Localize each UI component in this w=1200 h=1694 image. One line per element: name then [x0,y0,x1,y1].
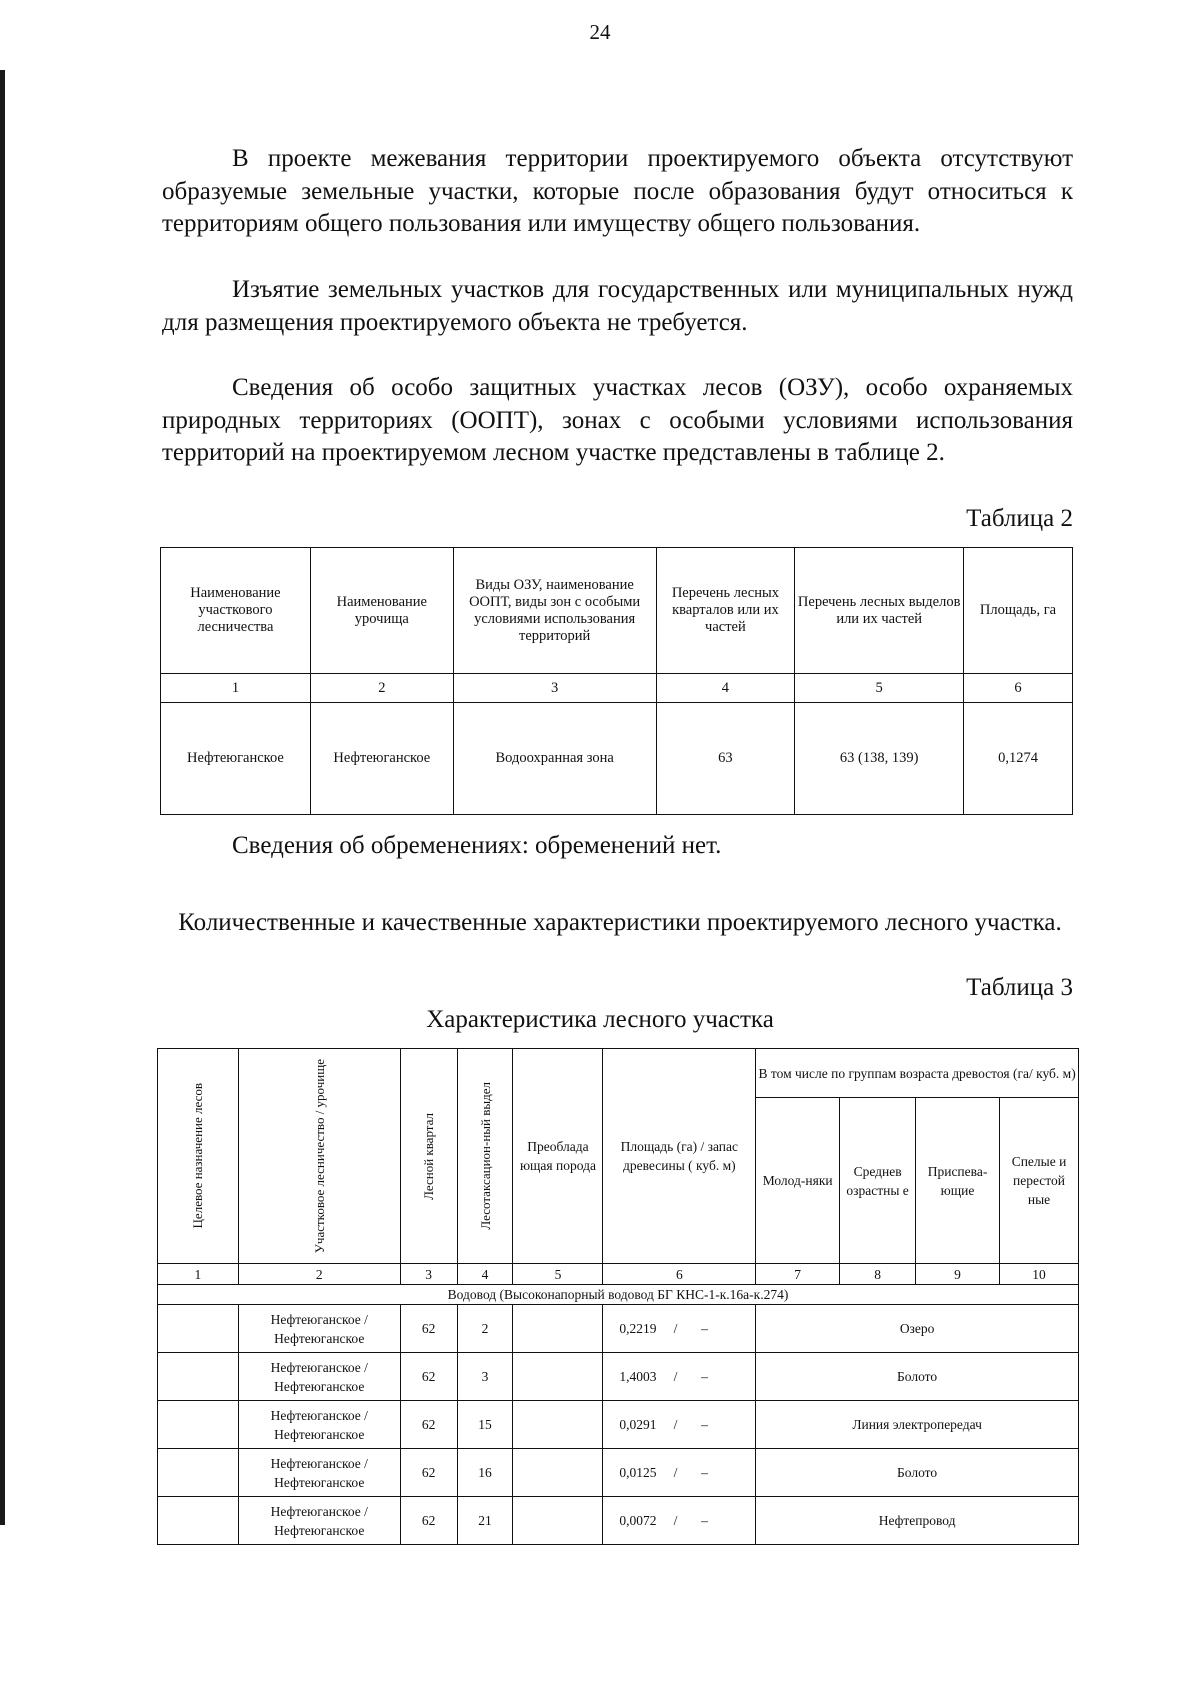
table-3 [157,1048,1079,1545]
table3-header-middle: Среднев озрастны е [840,1098,916,1264]
table2-number-row [161,674,1073,703]
table-row [158,1497,1079,1545]
table-row [158,1305,1079,1353]
stock-value: – [701,1465,708,1480]
table3-section-title: Водовод (Высоконапорный водовод БГ КНС-1-к.16а-к.274) [158,1285,1079,1305]
table2-number-cell: 2 [310,674,453,703]
table3-header-mature: Спелые и перестой ные [1000,1098,1079,1264]
table3-header-young: Молод-няки [756,1098,840,1264]
quarter-cell: 62 [400,1497,457,1545]
encumbrance-text: Сведения об обременениях: обременений нет. [232,832,722,859]
area-separator: / [673,1417,678,1432]
stock-value: – [701,1513,708,1528]
purpose-cell [158,1401,239,1449]
table3-header-quarter: Лесной квартал [400,1049,457,1264]
table3-header-area: Площадь (га) / запас древесины ( куб. м) [603,1049,756,1264]
paragraph-1: В проекте межевания территории проектируемого объекта отсутствуют образуемые земельные участки, которые после образования будут относиться к территориям общего пользования или имуществу общего пользования. [162,145,1073,237]
table3-caption: Характеристика лесного участка [426,1006,774,1033]
table2-number-cell: 3 [453,674,656,703]
table3-header-species: Преоблада ющая порода [513,1049,603,1264]
table3-section-row [158,1285,1079,1305]
vydel-cell: 16 [457,1449,513,1497]
quarter-cell: 62 [400,1305,457,1353]
table2-header-cell: Перечень лесных кварталов или их частей [656,548,795,674]
table-row [158,1401,1079,1449]
vydel-cell: 15 [457,1401,513,1449]
area-cell [603,1305,756,1353]
table2-number-cell: 1 [161,674,311,703]
paragraph-2: Изъятие земельных участков для государственных или муниципальных нужд для размещения проектируемого объекта не требуется. [162,276,1073,336]
table3-header-purpose: Целевое назначение лесов [158,1049,239,1264]
species-cell [513,1401,603,1449]
area-value: 0,0291 [619,1417,657,1432]
page-number: 24 [589,20,611,44]
species-cell [513,1449,603,1497]
table3-number-cell: 9 [916,1264,1000,1285]
table2-cell: 63 (138, 139) [795,703,964,815]
district-cell: Нефтеюганское / Нефтеюганское [238,1305,400,1353]
vydel-cell: 2 [457,1305,513,1353]
purpose-cell [158,1353,239,1401]
table3-number-cell: 6 [603,1264,756,1285]
quarter-cell: 62 [400,1401,457,1449]
table2-cell: 63 [656,703,795,815]
table2-header-cell: Площадь, га [964,548,1073,674]
table2-label: Таблица 2 [966,505,1073,532]
stock-value: – [701,1369,708,1384]
table-row [158,1449,1079,1497]
district-cell: Нефтеюганское / Нефтеюганское [238,1497,400,1545]
table2-header-cell: Виды ОЗУ, наименование ООПТ, виды зон с особыми условиями использования территорий [453,548,656,674]
purpose-cell [158,1449,239,1497]
section-heading: Количественные и качественные характеристики проектируемого лесного участка. [178,909,1062,936]
area-value: 1,4003 [619,1369,657,1384]
purpose-cell [158,1305,239,1353]
table3-number-cell: 7 [756,1264,840,1285]
area-cell [603,1401,756,1449]
area-separator: / [673,1369,678,1384]
table3-number-cell: 3 [400,1264,457,1285]
table2-cell: 0,1274 [964,703,1073,815]
vydel-cell: 3 [457,1353,513,1401]
table2-cell: Водоохранная зона [453,703,656,815]
area-cell [603,1353,756,1401]
table-2 [160,547,1073,815]
land-type-cell: Нефтепровод [756,1497,1079,1545]
district-cell: Нефтеюганское / Нефтеюганское [238,1401,400,1449]
table2-header-cell: Наименование участкового лесничества [161,548,311,674]
table2-header-row [161,548,1073,674]
table2-cell: Нефтеюганское [161,703,311,815]
area-cell [603,1497,756,1545]
land-type-cell: Озеро [756,1305,1079,1353]
table3-header-premature: Приспева-ющие [916,1098,1000,1264]
species-cell [513,1353,603,1401]
table3-header-vydel: Лесотаксацион-ный выдел [457,1049,513,1264]
species-cell [513,1305,603,1353]
area-separator: / [673,1321,678,1336]
area-value: 0,2219 [619,1321,657,1336]
land-type-cell: Линия электропередач [756,1401,1079,1449]
table3-number-cell: 5 [513,1264,603,1285]
district-cell: Нефтеюганское / Нефтеюганское [238,1449,400,1497]
area-separator: / [673,1513,678,1528]
area-separator: / [673,1465,678,1480]
table3-label: Таблица 3 [966,974,1073,1001]
table3-number-cell: 1 [158,1264,239,1285]
table2-cell: Нефтеюганское [310,703,453,815]
table2-row [161,703,1073,815]
table3-header-row [158,1049,1079,1098]
district-cell: Нефтеюганское / Нефтеюганское [238,1353,400,1401]
table3-number-cell: 10 [1000,1264,1079,1285]
quarter-cell: 62 [400,1449,457,1497]
table3-header-age-group: В том числе по группам возраста древостоя (га/ куб. м) [756,1049,1079,1098]
stock-value: – [701,1321,708,1336]
scan-edge [0,70,5,1525]
paragraph-3: Сведения об особо защитных участках лесов (ОЗУ), особо охраняемых природных территориях (ООПТ), зонах с особыми условиями использования территорий на проектируемом лесном участке представлены в таблице 2. [162,374,1073,466]
table-row [158,1353,1079,1401]
table2-header-cell: Перечень лесных выделов или их частей [795,548,964,674]
table3-number-cell: 4 [457,1264,513,1285]
table2-number-cell: 6 [964,674,1073,703]
quarter-cell: 62 [400,1353,457,1401]
table3-number-cell: 2 [238,1264,400,1285]
vydel-cell: 21 [457,1497,513,1545]
table3-number-cell: 8 [840,1264,916,1285]
purpose-cell [158,1497,239,1545]
table3-header-district: Участковое лесничество / урочище [238,1049,400,1264]
area-value: 0,0125 [619,1465,657,1480]
table3-number-row [158,1264,1079,1285]
table2-header-cell: Наименование урочища [310,548,453,674]
table2-number-cell: 5 [795,674,964,703]
stock-value: – [701,1417,708,1432]
species-cell [513,1497,603,1545]
table2-number-cell: 4 [656,674,795,703]
land-type-cell: Болото [756,1449,1079,1497]
area-cell [603,1449,756,1497]
area-value: 0,0072 [619,1513,657,1528]
land-type-cell: Болото [756,1353,1079,1401]
